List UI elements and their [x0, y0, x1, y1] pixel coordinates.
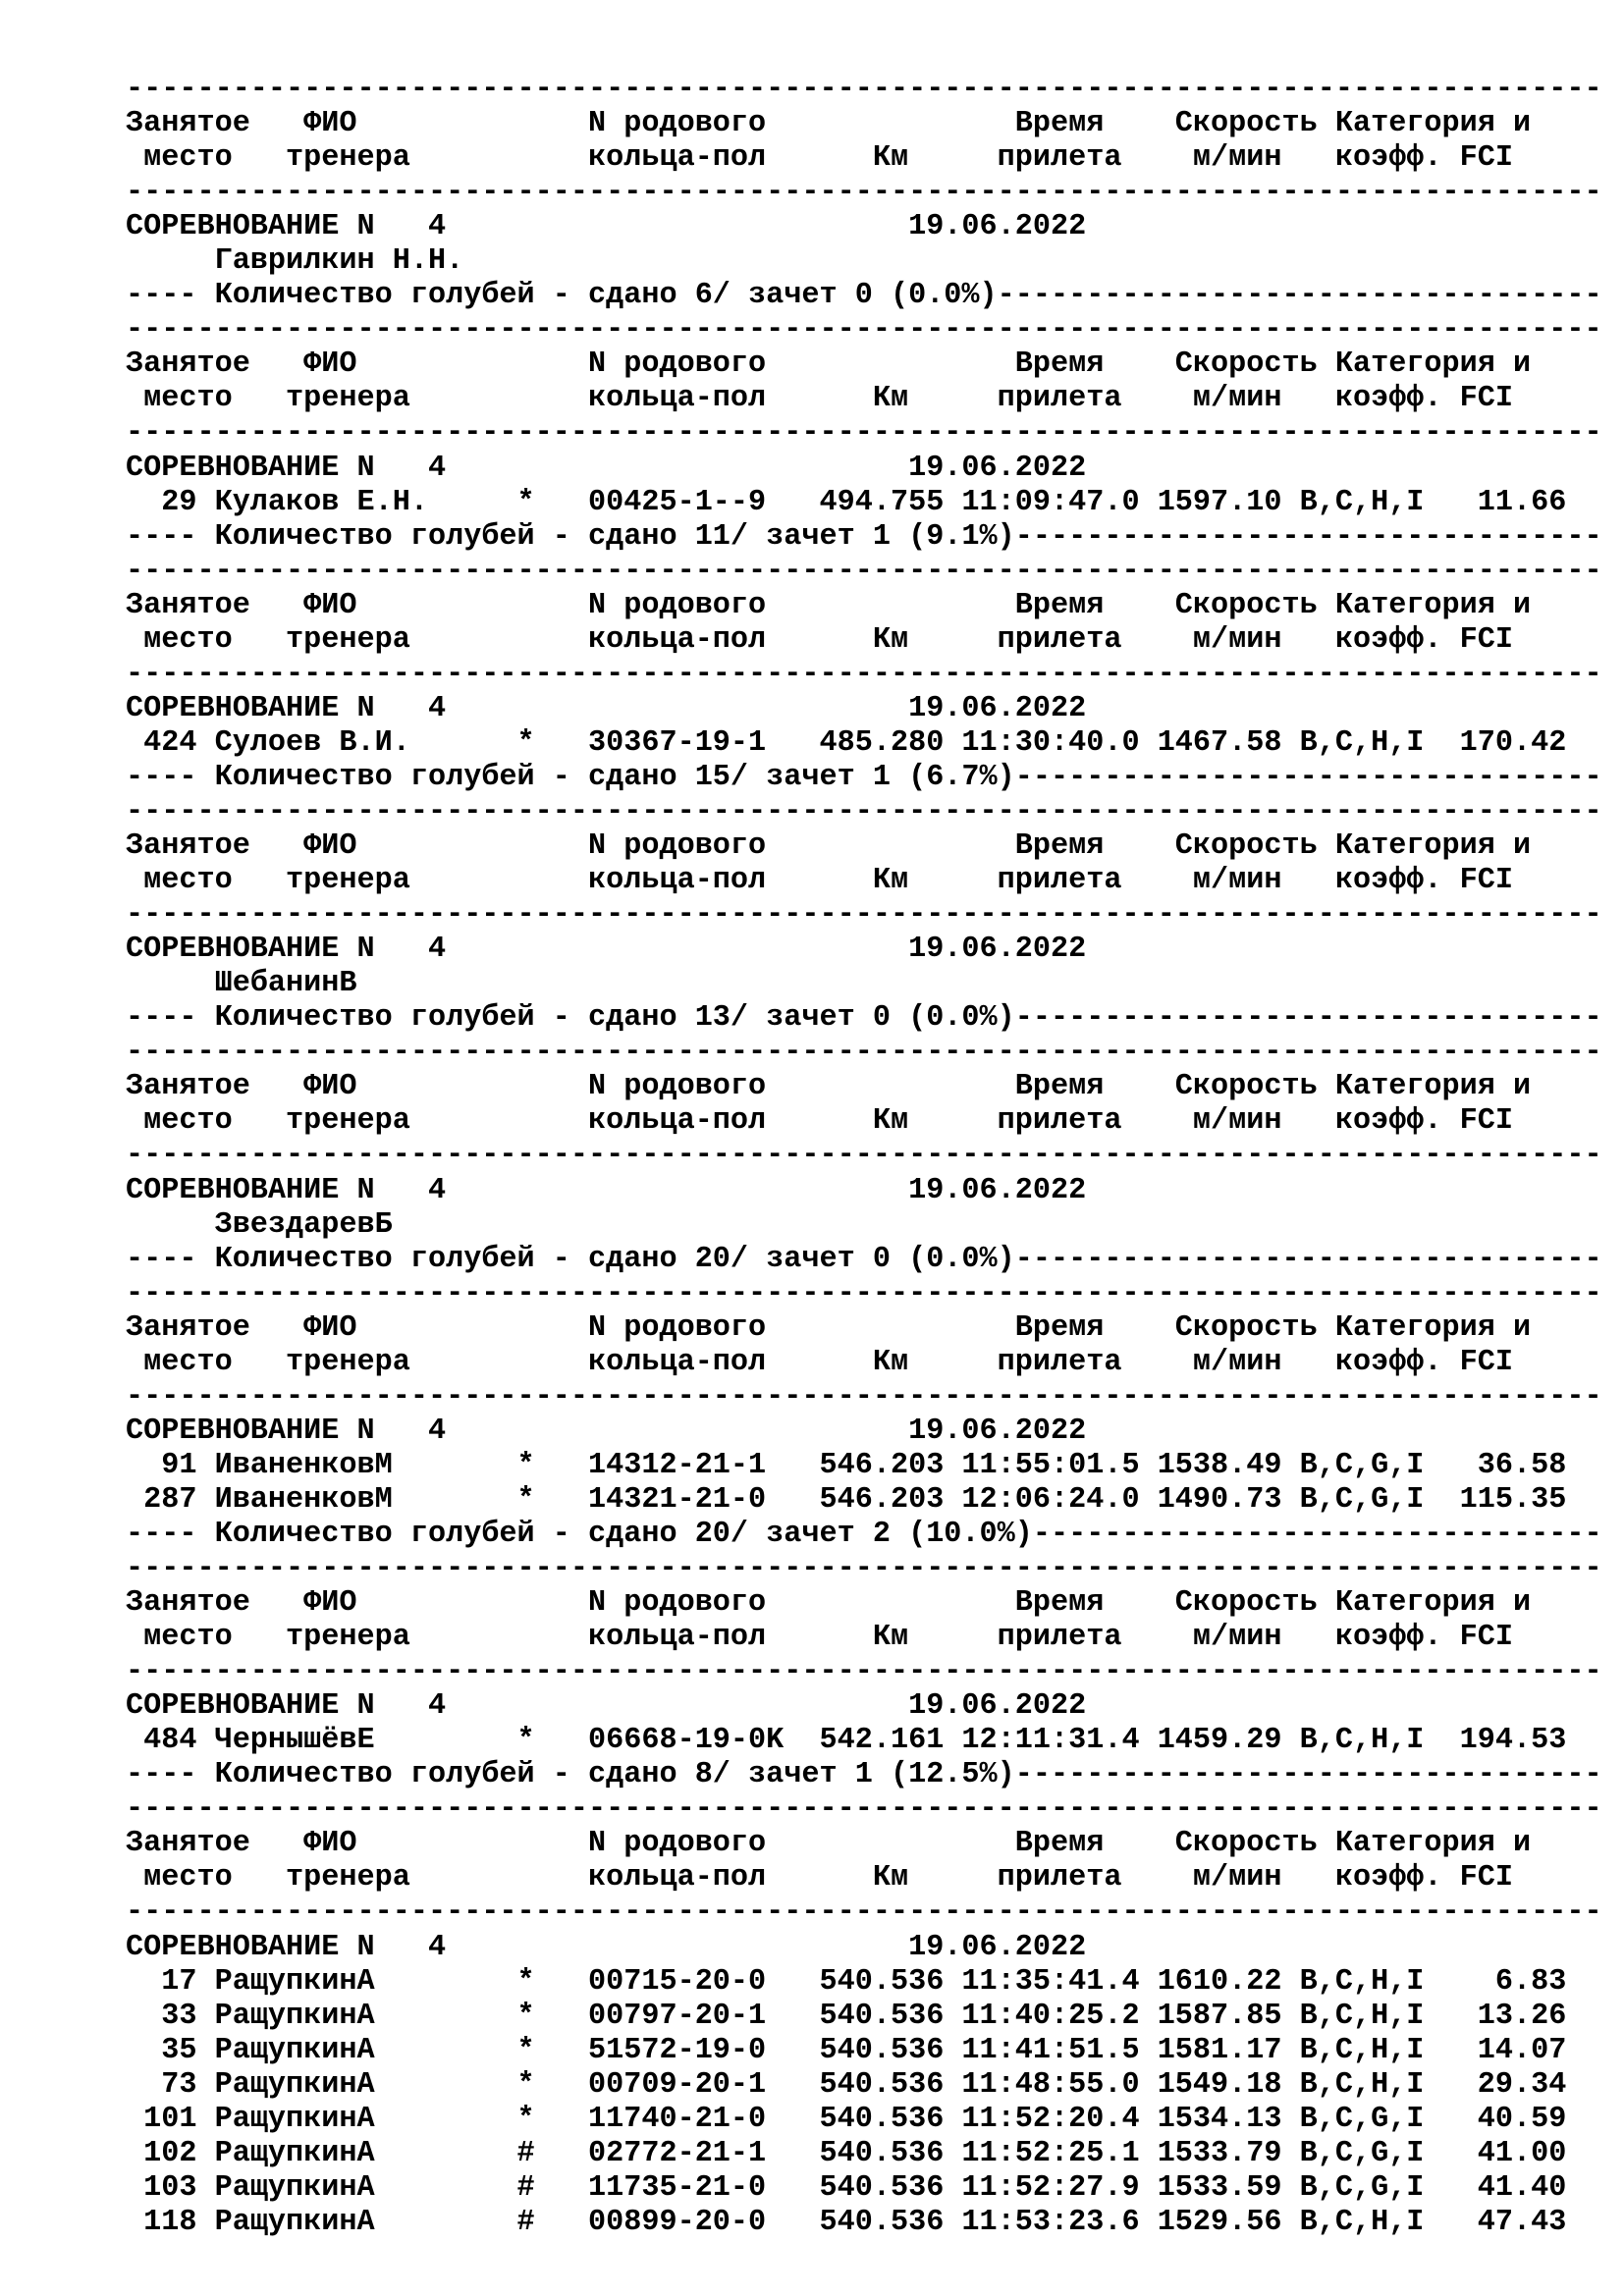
separator-line: -----------------------------------------------------------------------------------: [126, 313, 1602, 347]
column-header-line-1: Занятое ФИО N родового Время Скорость Категория и: [126, 347, 1532, 382]
column-header-line-1: Занятое ФИО N родового Время Скорость Категория и: [126, 1070, 1532, 1104]
separator-line: -----------------------------------------------------------------------------------: [126, 1139, 1602, 1173]
result-row: 101 РащупкинА * 11740-21-0 540.536 11:52:20.4 1534.13 B,C,G,I 40.59: [126, 2102, 1567, 2136]
result-row: 424 Сулоев В.И. * 30367-19-1 485.280 11:30:40.0 1467.58 B,C,H,I 170.42: [126, 725, 1567, 760]
column-header-line-2: место тренера кольца-пол Км прилета м/мин коэфф. FCI: [126, 1621, 1514, 1655]
competition-title: СОРЕВНОВАНИЕ N 4 19.06.2022: [126, 933, 1087, 967]
competition-title: СОРЕВНОВАНИЕ N 4 19.06.2022: [126, 691, 1087, 725]
separator-line: -----------------------------------------------------------------------------------: [126, 416, 1602, 451]
competition-title: СОРЕВНОВАНИЕ N 4 19.06.2022: [126, 1930, 1087, 1964]
separator-line: -----------------------------------------------------------------------------------: [126, 1655, 1602, 1689]
separator-line: -----------------------------------------------------------------------------------: [126, 1896, 1602, 1930]
competition-title: СОРЕВНОВАНИЕ N 4 19.06.2022: [126, 210, 1087, 244]
result-row: ШебанинВ: [126, 967, 357, 1001]
column-header-line-1: Занятое ФИО N родового Время Скорость Категория и: [126, 588, 1532, 622]
column-header-line-1: Занятое ФИО N родового Время Скорость Категория и: [126, 1310, 1532, 1345]
separator-line: -----------------------------------------------------------------------------------: [126, 1036, 1602, 1070]
result-row: 29 Кулаков Е.Н. * 00425-1--9 494.755 11:09:47.0 1597.10 B,C,H,I 11.66: [126, 485, 1567, 519]
separator-line: -----------------------------------------------------------------------------------: [126, 176, 1602, 210]
summary-line: ---- Количество голубей - сдано 8/ зачет 1 (12.5%)---------------------------------: [126, 1758, 1602, 1792]
result-row: 484 ЧернышёвЕ * 06668-19-0K 542.161 12:11:31.4 1459.29 B,C,H,I 194.53: [126, 1724, 1567, 1758]
summary-line: ---- Количество голубей - сдано 20/ зачет 2 (10.0%)--------------------------------: [126, 1517, 1602, 1551]
race-results-report: [126, 73, 1602, 2240]
column-header-line-2: место тренера кольца-пол Км прилета м/мин коэфф. FCI: [126, 1345, 1514, 1379]
column-header-line-1: Занятое ФИО N родового Время Скорость Категория и: [126, 107, 1532, 141]
separator-line: -----------------------------------------------------------------------------------: [126, 554, 1602, 588]
summary-line: ---- Количество голубей - сдано 20/ зачет 0 (0.0%)---------------------------------: [126, 1242, 1602, 1276]
result-row: 118 РащупкинА # 00899-20-0 540.536 11:53:23.6 1529.56 B,C,H,I 47.43: [126, 2205, 1567, 2239]
separator-line: -----------------------------------------------------------------------------------: [126, 657, 1602, 691]
competition-title: СОРЕВНОВАНИЕ N 4 19.06.2022: [126, 451, 1087, 485]
column-header-line-2: место тренера кольца-пол Км прилета м/мин коэфф. FCI: [126, 622, 1514, 657]
result-row: 33 РащупкинА * 00797-20-1 540.536 11:40:25.2 1587.85 B,C,H,I 13.26: [126, 1999, 1567, 2033]
summary-line: ---- Количество голубей - сдано 15/ зачет 1 (6.7%)---------------------------------: [126, 760, 1602, 794]
competition-title: СОРЕВНОВАНИЕ N 4 19.06.2022: [126, 1173, 1087, 1207]
result-row: 17 РащупкинА * 00715-20-0 540.536 11:35:41.4 1610.22 B,C,H,I 6.83: [126, 1964, 1567, 1999]
separator-line: -----------------------------------------------------------------------------------: [126, 1552, 1602, 1586]
separator-line: -----------------------------------------------------------------------------------: [126, 1379, 1602, 1414]
column-header-line-2: место тренера кольца-пол Км прилета м/мин коэфф. FCI: [126, 382, 1514, 416]
result-row: 91 ИваненковМ * 14312-21-1 546.203 11:55:01.5 1538.49 B,C,G,I 36.58: [126, 1448, 1567, 1482]
column-header-line-1: Занятое ФИО N родового Время Скорость Категория и: [126, 829, 1532, 864]
column-header-line-1: Занятое ФИО N родового Время Скорость Категория и: [126, 1586, 1532, 1621]
competition-title: СОРЕВНОВАНИЕ N 4 19.06.2022: [126, 1414, 1087, 1448]
result-row: 287 ИваненковМ * 14321-21-0 546.203 12:06:24.0 1490.73 B,C,G,I 115.35: [126, 1482, 1567, 1517]
column-header-line-2: место тренера кольца-пол Км прилета м/мин коэфф. FCI: [126, 141, 1514, 176]
result-row: 35 РащупкинА * 51572-19-0 540.536 11:41:51.5 1581.17 B,C,H,I 14.07: [126, 2033, 1567, 2067]
competition-title: СОРЕВНОВАНИЕ N 4 19.06.2022: [126, 1689, 1087, 1724]
summary-line: ---- Количество голубей - сдано 6/ зачет 0 (0.0%)----------------------------------: [126, 279, 1602, 313]
summary-line: ---- Количество голубей - сдано 11/ зачет 1 (9.1%)---------------------------------: [126, 519, 1602, 554]
result-row: 73 РащупкинА * 00709-20-1 540.536 11:48:55.0 1549.18 B,C,H,I 29.34: [126, 2067, 1567, 2102]
column-header-line-2: место тренера кольца-пол Км прилета м/мин коэфф. FCI: [126, 1861, 1514, 1896]
result-row: 103 РащупкинА # 11735-21-0 540.536 11:52:27.9 1533.59 B,C,G,I 41.40: [126, 2170, 1567, 2205]
separator-line: -----------------------------------------------------------------------------------: [126, 794, 1602, 828]
result-row: ЗвездаревБ: [126, 1207, 393, 1242]
result-row: Гаврилкин Н.Н.: [126, 244, 464, 279]
column-header-line-2: место тренера кольца-пол Км прилета м/мин коэфф. FCI: [126, 864, 1514, 898]
column-header-line-1: Занятое ФИО N родового Время Скорость Категория и: [126, 1827, 1532, 1861]
separator-line: -----------------------------------------------------------------------------------: [126, 1792, 1602, 1827]
separator-line: -----------------------------------------------------------------------------------: [126, 898, 1602, 933]
summary-line: ---- Количество голубей - сдано 13/ зачет 0 (0.0%)---------------------------------: [126, 1001, 1602, 1036]
separator-line: -----------------------------------------------------------------------------------: [126, 1276, 1602, 1310]
column-header-line-2: место тренера кольца-пол Км прилета м/мин коэфф. FCI: [126, 1104, 1514, 1139]
separator-line: -----------------------------------------------------------------------------------: [126, 73, 1602, 106]
result-row: 102 РащупкинА # 02772-21-1 540.536 11:52:25.1 1533.79 B,C,G,I 41.00: [126, 2136, 1567, 2170]
